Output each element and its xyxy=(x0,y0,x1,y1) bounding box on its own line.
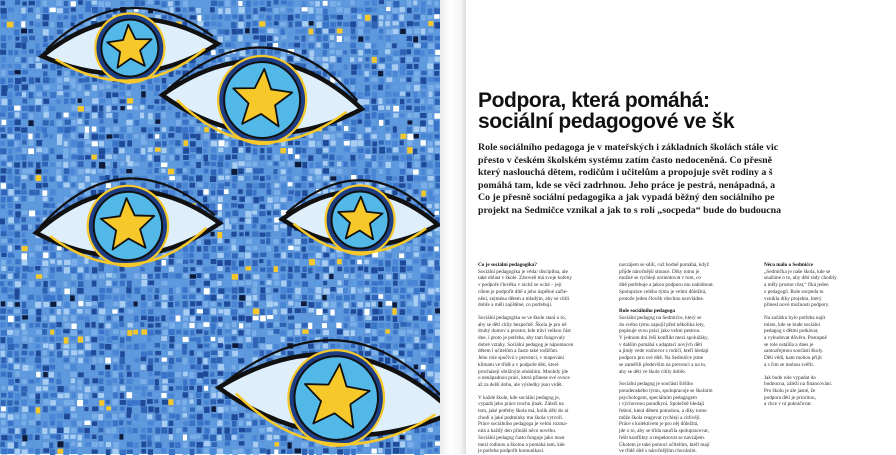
body-text-line: nitá a každý den přináší něco nového. xyxy=(478,428,610,435)
body-text-line: aby se děti cítily bezpečně. Škola je pro ně xyxy=(478,322,610,329)
body-text-line: popisuje svou práci jako velmi pestrou. xyxy=(619,328,751,335)
body-text-line: Na začátku bylo potřeba najít xyxy=(764,315,896,322)
body-text-line: budoucna, záleží na financování. xyxy=(764,381,896,388)
headline-line: Podpora, která pomáhá: xyxy=(478,90,734,111)
body-text-line: přijde náročnější situace. Díky tomu je xyxy=(619,269,751,276)
body-text-line: nění, zejména dětem a mladým, aby se cítili xyxy=(478,296,610,303)
body-text-line: Sociální pedagogika se ve škole stará o to, xyxy=(478,315,610,322)
body-text-line: procházejí obtížným obdobím. Mnohdy jde xyxy=(478,369,610,376)
body-text-line: vypadá jeho práce trochu jinak. Záleží na xyxy=(478,401,610,408)
body-text-line: Jak bude role vypadat do xyxy=(764,375,896,382)
lead-line: pomáhá tam, kde se věci zadrhnou. Jeho práce je pestrá, nenápadná, a xyxy=(478,180,838,193)
body-text-line: a měly prostor růst,“ říká jeden xyxy=(764,282,896,289)
body-text-line: se zaměřili především na prevenci a na to, xyxy=(619,362,751,369)
body-text-line: Pro školu je ale jasné, že xyxy=(764,388,896,395)
body-text-line: až za delší dobu, ale výsledky jsou vidět. xyxy=(478,382,610,389)
body-text-line: možné se rychleji zorientovat v tom, co xyxy=(619,275,751,282)
body-text-line: řešení, která dětem pomohou, a díky tomu xyxy=(619,408,751,415)
column-subheading: Co je sociální pedagogika? xyxy=(478,262,610,269)
body-text-line: o nenápadnou práci, která přinese své ovoce xyxy=(478,375,610,382)
body-text-line: psychologem, speciálním pedagogem xyxy=(619,395,751,402)
body-text-line: dítě potřebuje a jakou podporu mu nabídnout. xyxy=(619,282,751,289)
body-text-line: dětem i učitelům a často také rodičům. xyxy=(478,348,610,355)
body-text-line: dne, i proto je potřeba, aby tam fungovaly xyxy=(478,335,610,342)
headline-line: sociální pedagogové ve šk xyxy=(478,111,734,132)
body-text-line: protože jeden člověk všechno nezvládne. xyxy=(619,296,751,303)
lead-line: přesto v českém školském systému zatím často nedoceněná. Co přesně xyxy=(478,155,838,168)
body-text-line: je potřeba podpořit komunikaci. xyxy=(478,448,610,455)
lead-line: projekt na Sedmičce vznikal a jak to s rolí „socpeda“ bude do budoucna xyxy=(478,205,838,218)
body-text-line: tom, jaké potřeby škola má, kolik dětí do ní xyxy=(478,408,610,415)
body-text-line: jde o to, aby se třída naučila spolupracovat, xyxy=(619,428,751,435)
body-column xyxy=(478,262,610,455)
body-text-line: aby se děti ve škole cítily dobře. xyxy=(619,369,751,376)
lead-line: Co je přesně sociální pedagogika a jak vypadá běžný den sociálního pe xyxy=(478,192,838,205)
body-text-line: Sociální pedagog je součástí širšího xyxy=(619,381,751,388)
page-gutter xyxy=(440,0,466,454)
body-text-line: a vybudovat důvěru. Postupně xyxy=(764,335,896,342)
body-text-line: Sociální pedagogika je věda/ disciplína, ale xyxy=(478,269,610,276)
body-text-line: místo, kde se bude sociální xyxy=(764,322,896,329)
article-lead xyxy=(478,142,838,218)
body-text-line: ve třídě dítě s náročnějším chováním. xyxy=(619,448,751,455)
body-text-line: snažíme o to, aby děti rády chodily xyxy=(764,275,896,282)
body-text-line: Úkolem je také pomoci učitelům, kteří mají xyxy=(619,442,751,449)
body-text-line: z pedagogů. Role socpeda tu xyxy=(764,289,896,296)
body-text-line: podpora dětí je prioritou, xyxy=(764,395,896,402)
body-text-line: Sociální pedagog často funguje jako most xyxy=(478,435,610,442)
body-text-line: klimatu ve třídě a v podpoře dětí, které xyxy=(478,362,610,369)
body-text-line: druhý domov a prostor, kde tráví velkou část xyxy=(478,328,610,335)
body-text-line: také oblast v škole. Zároveň má svoje kořeny xyxy=(478,275,610,282)
body-text-line: Práce sociálního pedagoga je velmi rozma- xyxy=(478,421,610,428)
body-text-line: dobré vztahy. Sociální pedagog je nápomocen xyxy=(478,342,610,349)
body-text-line: v podpoře člověka v nichž se ocitá – její xyxy=(478,282,610,289)
body-text-line: a s čím se mohou svěřit. xyxy=(764,362,896,369)
body-text-line: Spolupráce celého týmu je velmi důležitá, xyxy=(619,289,751,296)
body-text-line: může škola reagovat rychleji a citlivěji. xyxy=(619,415,751,422)
body-text-line: samozřejmou součástí školy. xyxy=(764,348,896,355)
body-text-line: cílem je podpořit dítě a jeho úspěšné začle- xyxy=(478,289,610,296)
body-text-line: dobře a měli zajištěné, co potřebují. xyxy=(478,302,610,309)
body-column xyxy=(764,262,896,408)
column-subheading: Něco málo o Sedmičce xyxy=(764,262,896,269)
article-headline xyxy=(478,90,734,132)
body-text-line: Jeho role spočívá v prevenci, v mapování xyxy=(478,355,610,362)
body-text-line: „Sedmička je naše škola, kde se xyxy=(764,269,896,276)
body-text-line: vznikla díky projektu, který xyxy=(764,296,896,303)
body-text-line: Děti vědí, kam mohou přijít xyxy=(764,355,896,362)
body-text-line: přinesl nové možnosti podpory. xyxy=(764,302,896,309)
body-text-line: do svého týmu zapojil před několika lety, xyxy=(619,322,751,329)
lead-line: který naslouchá dětem, rodičům i učitelům a propojuje svět rodiny a š xyxy=(478,167,838,180)
body-text-line: pedagog s dětmi potkávat, xyxy=(764,328,896,335)
column-subheading: Role sociálního pedagoga xyxy=(619,308,751,315)
body-text-line: a chce v ní pokračovat. xyxy=(764,401,896,408)
body-text-line: mezi rodinou a školou a pomáhá tam, kde xyxy=(478,442,610,449)
body-text-line: podporu pro své dítě. Na Sedmičce jsme xyxy=(619,355,751,362)
body-text-line: navzájem se sdílí, což hodně pomáhá, když xyxy=(619,262,751,269)
body-text-line: Sociální pedagog na Sedmičce, který se xyxy=(619,315,751,322)
body-text-line: chodí a jaké podmínky mu škola vytvoří. xyxy=(478,415,610,422)
body-text-line: se role ustálila a dnes je xyxy=(764,342,896,349)
body-text-line: a jindy vede rozhovor s rodiči, kteří hledají xyxy=(619,348,751,355)
body-text-line: Práce s kolektivem je pro něj důležitá, xyxy=(619,421,751,428)
body-column xyxy=(619,262,751,455)
lead-line: Role sociálního pedagoga je v mateřských i základních školách stále vic xyxy=(478,142,838,155)
body-text-line: řešit konflikty a respektovat se navzájem. xyxy=(619,435,751,442)
body-text-line: i výchovnou poradkyní. Společně hledají xyxy=(619,401,751,408)
body-text-line: V jednom dni řeší konflikt mezi spolužáky, xyxy=(619,335,751,342)
body-text-line: poradenského týmu, spolupracuje se školním xyxy=(619,388,751,395)
body-text-line: V každé škole, kde sociální pedagog je, xyxy=(478,395,610,402)
body-text-line: v dalším pomáhá s adaptací nových dětí xyxy=(619,342,751,349)
eyes-illustration xyxy=(0,0,440,454)
article-page xyxy=(466,0,808,454)
